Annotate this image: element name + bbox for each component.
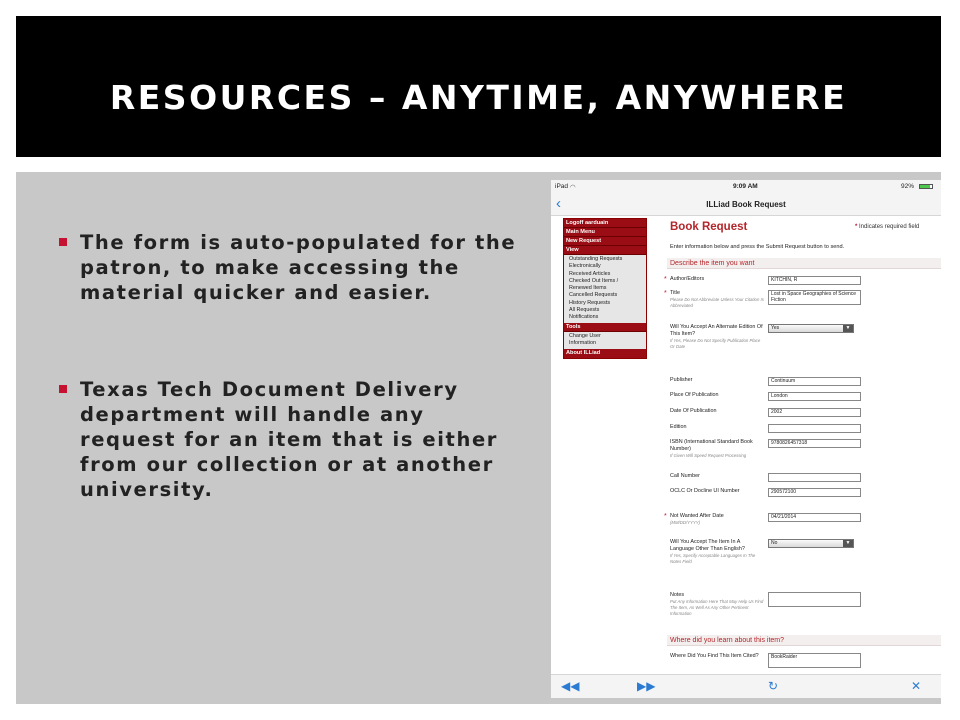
menu-item[interactable]: Notifications [564,314,646,322]
field-hint: Please Do Not Abbreviate Unless Your Citation Is Abbreviated [670,297,764,309]
field-label: Title [670,290,680,296]
app-title: ILLiad Book Request [706,200,786,209]
field-label-block [670,539,765,565]
section-learn: Where did you learn about this item? [667,635,941,646]
field-label: Place Of Publication [670,392,719,398]
bullet-text: Texas Tech Document Delivery department will handle any request for an item that is either from our collection or at another university. [80,378,498,501]
field-hint: (MM/DD/YYYY) [670,520,701,526]
field-hint: Put Any Information Here That May Help Us Find The Item, As Well As Any Other Pertinent Information [670,599,764,617]
menu-item[interactable]: Received Articles [564,271,646,278]
bullet-list [58,230,528,502]
menu-item[interactable]: History Requests [564,300,646,307]
field-hint: If Yes, Specify Acceptable Languages In The Notes Field [670,553,756,565]
author-input[interactable]: KITCHIN, R [768,276,861,285]
field-label: Call Number [670,473,700,479]
notes-input[interactable] [768,592,861,607]
field-label-block [670,513,765,526]
field-label: Notes [670,592,685,598]
required-star: * [664,276,667,283]
field-label-block [670,324,765,350]
menu-main-menu[interactable]: Main Menu [564,228,646,237]
status-bar [551,180,941,194]
bullet-text: The form is auto-populated for the patron, to make accessing the material quicker and easier. [80,231,517,304]
menu-logoff[interactable]: Logoff aarduain [564,219,646,228]
field-hint: If Given Will Speed Request Processing [670,453,747,459]
menu-item[interactable]: Renewed Items [564,285,646,292]
wifi-icon: ◠ [570,184,576,191]
form-heading: Book Request [670,221,748,233]
field-label: ISBN (International Standard Book Number) [670,439,753,453]
menu-item[interactable]: Information [564,340,646,349]
ipad-screenshot [551,180,941,698]
bullet-square-icon [59,238,67,246]
field-label-block [670,439,765,459]
field-label-block [670,592,765,617]
field-label-block [670,290,765,309]
section-describe: Describe the item you want [667,258,941,269]
form-intro: Enter information below and press the Submit Request button to send. [670,244,845,250]
field-label: Date Of Publication [670,408,717,414]
menu-item[interactable]: Cancelled Requests [564,292,646,299]
battery-percent: 92% [901,183,915,190]
language-select[interactable] [768,539,854,548]
menu-item[interactable]: Change User [564,332,646,340]
required-note-text: Indicates required field [859,224,920,230]
bullet-square-icon [59,385,67,393]
menu-item[interactable]: Checked Out Items / [564,278,646,285]
slide-title-text: RESOURCES – ANYTIME, ANYWHERE [109,78,848,117]
isbn-input[interactable]: 9780826457318 [768,439,861,448]
menu-item[interactable]: Electronically [564,263,646,270]
field-label: Edition [670,424,687,430]
browser-toolbar [551,674,941,698]
required-star: * [664,290,667,297]
menu-item[interactable]: All Requests [564,307,646,314]
fast-forward-icon[interactable]: ▶▶ [637,679,656,693]
menu-about[interactable]: About ILLiad [564,349,646,358]
edition-input[interactable] [768,424,861,433]
required-star: * [855,224,858,230]
menu-item[interactable]: Outstanding Requests [564,255,646,263]
required-star: * [664,513,667,520]
required-note [855,224,919,230]
slide-title [16,78,941,118]
field-label: Where Did You Find This Item Cited? [670,653,759,659]
refresh-icon[interactable]: ↻ [768,679,779,693]
menu-view-header: View [564,246,646,255]
field-label: Publisher [670,377,693,383]
illiad-menu [563,218,647,359]
alternate-edition-select[interactable] [768,324,854,333]
field-label: OCLC Or Docline UI Number [670,488,740,494]
device-name: iPad [555,183,569,190]
bullet-item [58,377,528,502]
close-icon[interactable]: ✕ [911,679,922,693]
date-input[interactable]: 2002 [768,408,861,417]
title-input[interactable]: Lost in Space Geographies of Science Fiction [768,290,861,305]
chevron-down-icon: ▼ [843,325,853,332]
title-band [16,16,941,157]
chevron-left-icon[interactable]: ‹ [556,195,561,212]
menu-new-request[interactable]: New Request [564,237,646,246]
field-label: Author/Editors [670,276,705,282]
field-label: Not Wanted After Date [670,513,724,519]
field-label: Will You Accept The Item In A Language Other Than English? [670,539,745,553]
clock: 9:09 AM [733,183,758,190]
select-value: No [771,540,778,546]
chevron-down-icon: ▼ [843,540,853,547]
field-hint: If Yes, Please Do Not Specify Publication Place Or Date [670,338,761,350]
field-label: Will You Accept An Alternate Edition Of This Item? [670,324,763,338]
call-number-input[interactable] [768,473,861,482]
app-nav-bar [551,194,941,216]
battery-icon [919,184,933,189]
cited-input[interactable]: BookRaider [768,653,861,668]
place-input[interactable]: London [768,392,861,401]
bullet-item [58,230,528,305]
publisher-input[interactable]: Continuum [768,377,861,386]
oclc-input[interactable]: 290572100 [768,488,861,497]
select-value: Yes [771,325,780,331]
menu-tools-header: Tools [564,323,646,332]
not-wanted-after-input[interactable]: 04/21/2014 [768,513,861,522]
rewind-icon[interactable]: ◀◀ [561,679,580,693]
